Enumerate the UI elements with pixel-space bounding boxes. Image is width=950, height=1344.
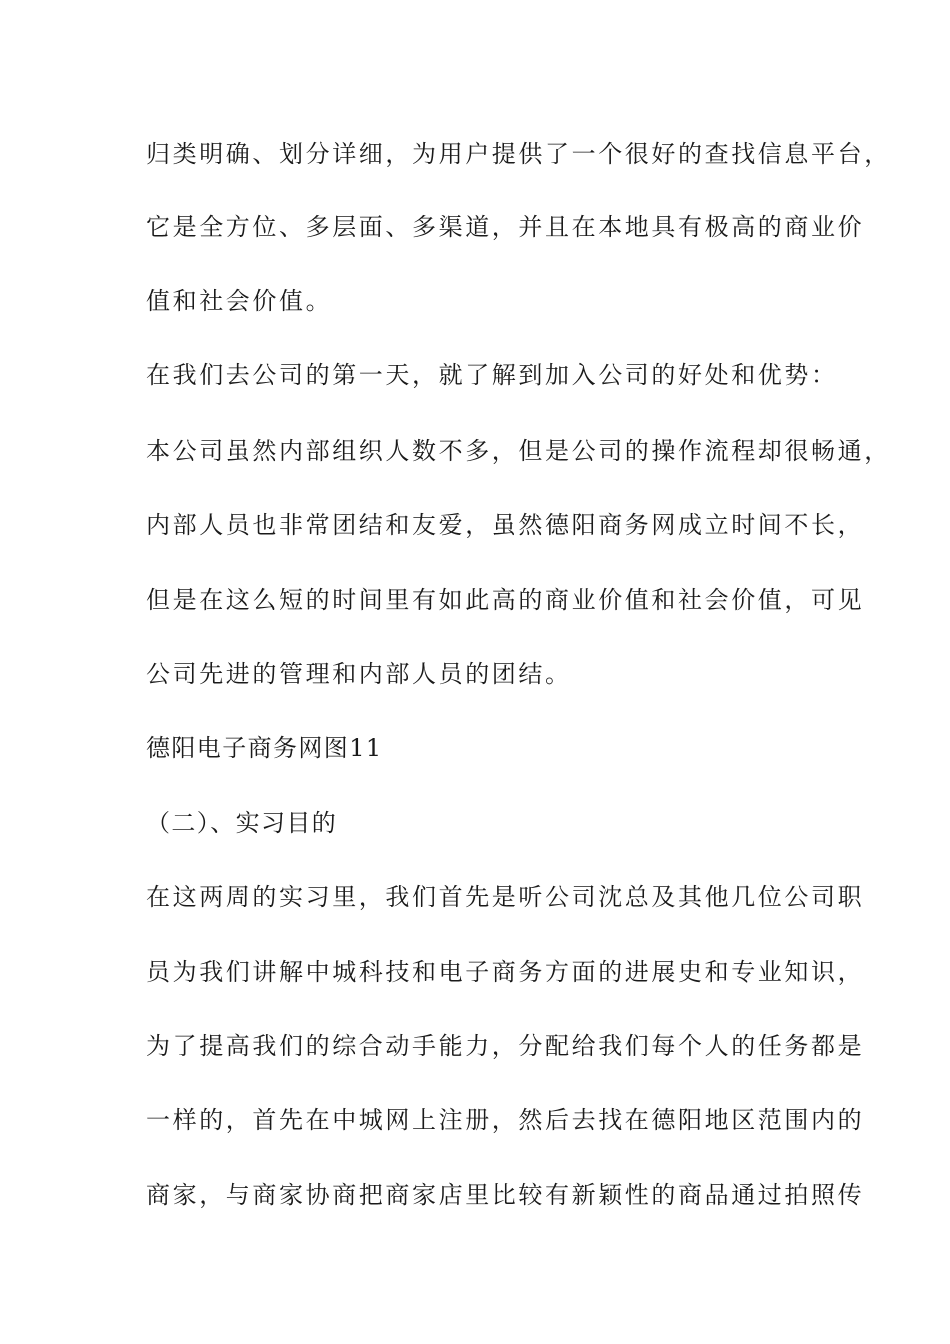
paragraph-line: 在我们去公司的第一天，就了解到加入公司的好处和优势： [146, 361, 838, 389]
paragraph-line: 值和社会价值。 [146, 287, 333, 315]
paragraph-line: 公司先进的管理和内部人员的团结。 [146, 660, 572, 688]
paragraph-line: 商家，与商家协商把商家店里比较有新颖性的商品通过拍照传 [146, 1181, 865, 1209]
paragraph-line: 它是全方位、多层面、多渠道，并且在本地具有极高的商业价 [146, 213, 865, 241]
figure-caption: 德阳电子商务网图11 [146, 734, 383, 762]
paragraph-line: 在这两周的实习里，我们首先是听公司沈总及其他几位公司职 [146, 883, 865, 911]
paragraph-line: 为了提高我们的综合动手能力，分配给我们每个人的任务都是 [146, 1032, 865, 1060]
paragraph-line: 归类明确、划分详细，为用户提供了一个很好的查找信息平台， [146, 140, 891, 168]
paragraph-line: 员为我们讲解中城科技和电子商务方面的进展史和专业知识， [146, 958, 865, 986]
paragraph-line: 一样的，首先在中城网上注册，然后去找在德阳地区范围内的 [146, 1106, 865, 1134]
paragraph-line: 但是在这么短的时间里有如此高的商业价值和社会价值，可见 [146, 586, 865, 614]
paragraph-line: 本公司虽然内部组织人数不多，但是公司的操作流程却很畅通， [146, 437, 891, 465]
section-heading: （二）、实习目的 [146, 809, 338, 837]
paragraph-line: 内部人员也非常团结和友爱，虽然德阳商务网成立时间不长， [146, 511, 865, 539]
